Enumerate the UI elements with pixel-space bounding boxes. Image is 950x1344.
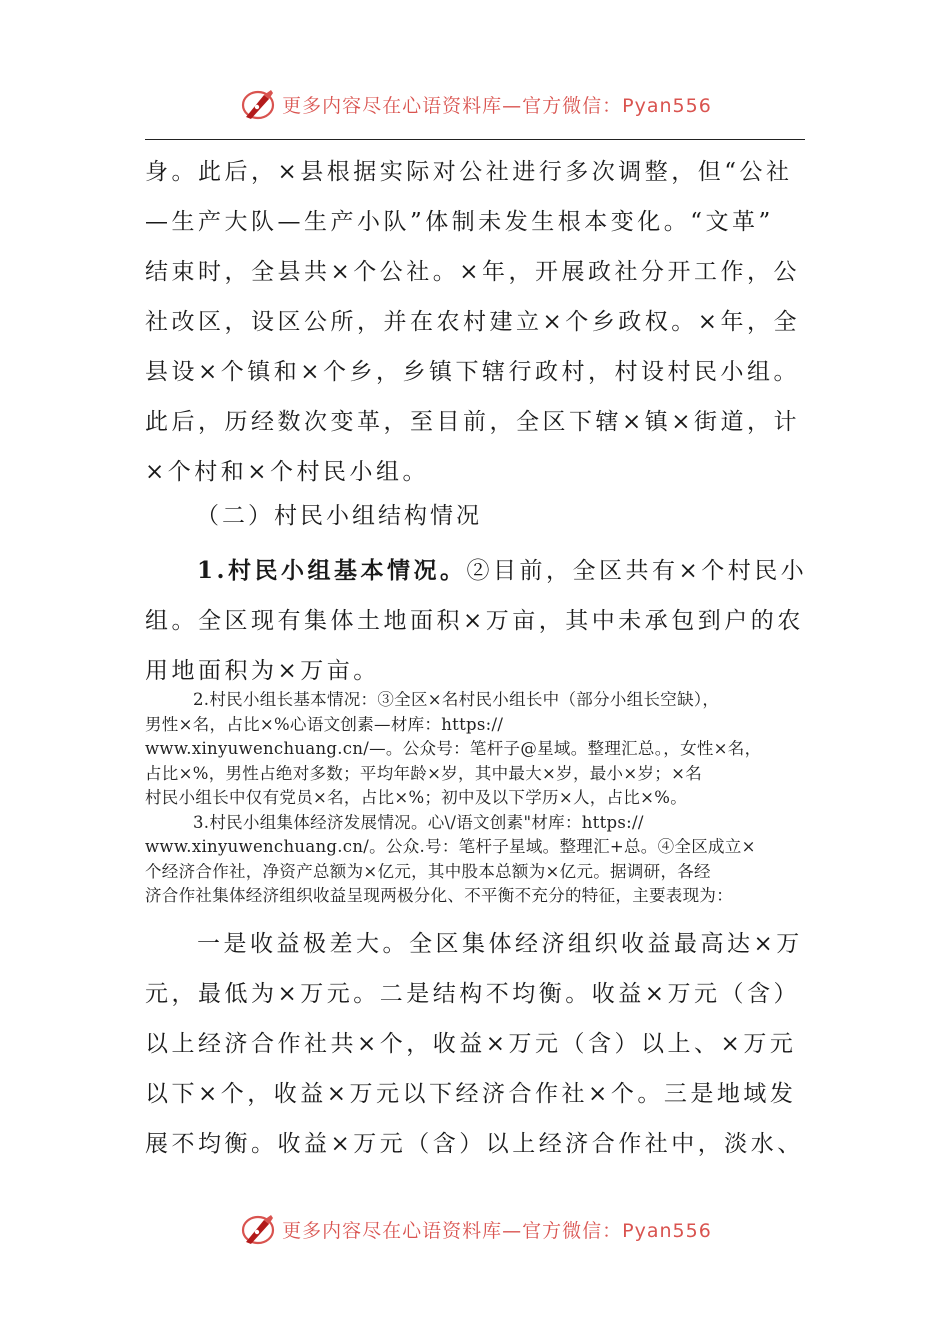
- footer-banner: [0, 1209, 950, 1249]
- pen-nib-logo-icon: [238, 86, 278, 122]
- text-line: 县设×个镇和×个乡，乡镇下辖行政村，村设村民小组。: [145, 359, 801, 385]
- text-line: 村民小组长中仅有党员×名，占比×%；初中及以下学历×人，占比×%。: [145, 788, 688, 807]
- header-banner-text: 更多内容尽在心语资料库—官方微信：Pyan556: [282, 94, 712, 117]
- bold-lead: 1.村民小组基本情况。: [197, 557, 467, 584]
- text-line: www.xinyuwenchuang.cn/—。公众号：笔杆子@星域。整理汇总。，女性×名，: [145, 739, 762, 758]
- text-line: 组。全区现有集体土地面积×万亩，其中未承包到户的农: [145, 608, 804, 634]
- text-line: 2.村民小组长基本情况：③全区×名村民小组长中（部分小组长空缺），: [193, 690, 720, 709]
- text-line: 个经济合作社，净资产总额为×亿元，其中股本总额为×亿元。据调研，各经: [145, 861, 711, 881]
- text-line: 结束时，全县共×个公社。×年，开展政社分开工作，公: [145, 259, 801, 285]
- small-text-block: [145, 688, 807, 909]
- text-line: 社改区，设区公所，并在农村建立×个乡政权。×年，全: [145, 309, 801, 335]
- paragraph-income-analysis: [145, 919, 805, 1169]
- text-run: ②目前，全区共有×个村民小: [466, 558, 808, 584]
- pen-nib-logo-icon: [238, 1211, 278, 1247]
- text-line: ×个村和×个村民小组。: [145, 459, 430, 485]
- paragraph-history: [145, 147, 805, 497]
- text-line: —生产大队—生产小队”体制未发生根本变化。“文革”: [145, 209, 774, 235]
- section-subheading: （二）村民小组结构情况: [196, 503, 482, 529]
- text-line: 以下×个，收益×万元以下经济合作社×个。三是地域发: [145, 1081, 797, 1107]
- text-line: 此后，历经数次变革，至目前，全区下辖×镇×街道，计: [145, 409, 801, 435]
- text-line: 身。此后，×县根据实际对公社进行多次调整，但“公社: [145, 159, 793, 185]
- text-line: 3.村民小组集体经济发展情况。心\/语文创素"材库：https://: [193, 812, 644, 832]
- text-line: [145, 546, 808, 596]
- paragraph-basic-situation: [145, 546, 808, 696]
- text-line: 以上经济合作社共×个，收益×万元（含）以上、×万元: [145, 1031, 797, 1057]
- text-line: 元，最低为×万元。二是结构不均衡。收益×万元（含）: [145, 981, 801, 1007]
- header-divider: [145, 139, 805, 140]
- text-line: 用地面积为×万亩。: [145, 658, 380, 684]
- text-line: 展不均衡。收益×万元（含）以上经济合作社中，淡水、: [145, 1131, 804, 1157]
- text-line: 占比×%，男性占绝对多数；平均年龄×岁，其中最大×岁，最小×岁；×名: [145, 763, 703, 783]
- text-line: 济合作社集体经济组织收益呈现两极分化、不平衡不充分的特征，主要表现为：: [145, 886, 733, 905]
- text-line: www.xinyuwenchuang.cn/。公众.号：笔杆子星域。整理汇+总。④全区成立×: [145, 837, 756, 856]
- text-line: 一是收益极差大。全区集体经济组织收益最高达×万: [197, 931, 803, 957]
- text-line: 男性×名，占比×%心语文创素—材库：https://: [145, 714, 504, 734]
- footer-banner-text: 更多内容尽在心语资料库—官方微信：Pyan556: [282, 1219, 712, 1242]
- header-banner: [0, 84, 950, 124]
